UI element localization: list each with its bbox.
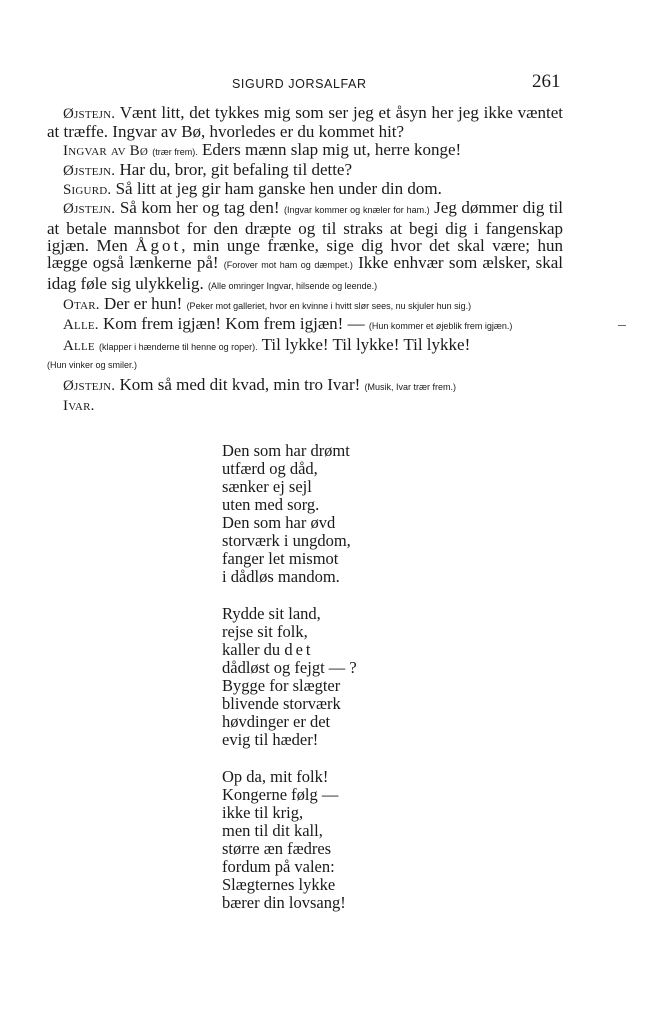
poem-line: sænker ej sejl bbox=[222, 477, 312, 496]
paragraph-oejstejn-3 bbox=[47, 199, 563, 294]
speech-text: Ikke enhvær som ælsker, skal idag føle sig ulykkelig. bbox=[47, 253, 564, 293]
poem-line: men til dit kall, bbox=[222, 821, 323, 840]
paragraph-ingvar bbox=[47, 141, 563, 161]
poem-line bbox=[222, 641, 522, 659]
poem-line-text: kaller du bbox=[222, 640, 281, 659]
speech-text: , min unge frænke, sige dig hvor det skal være; hun lægge også lænkerne på! bbox=[47, 236, 564, 273]
poem-line: dådløst og fejgt — ? bbox=[222, 658, 357, 677]
poem-line: i dådløs mandom. bbox=[222, 567, 340, 586]
poem-line: ikke til krig, bbox=[222, 803, 304, 822]
poem-line: bærer din lovsang! bbox=[222, 893, 346, 912]
speaker-name: Øjstejn. bbox=[63, 378, 116, 395]
poem-line: Den som har øvd bbox=[222, 513, 336, 532]
paragraph-oejstejn-2 bbox=[47, 161, 563, 180]
spaced-word: det bbox=[284, 640, 314, 659]
poem-line: Kongerne følg — bbox=[222, 785, 339, 804]
margin-mark bbox=[618, 325, 626, 326]
speech-text: Vænt litt, det tykkes mig som ser jeg et åsyn her jeg ikke væntet at træffe. Ingvar av Bø, hvorledes er du kommet hit? bbox=[47, 103, 563, 142]
page-number: 261 bbox=[532, 71, 561, 92]
poem-line: fordum på valen: bbox=[222, 857, 335, 876]
stage-direction: (Forover mot ham og dæmpet.) bbox=[223, 260, 353, 271]
paragraph-alle-2 bbox=[47, 336, 563, 356]
speaker-name: Sigurd. bbox=[63, 182, 112, 199]
poem-stanza-1 bbox=[222, 442, 522, 586]
stage-direction: (Ingvar kommer og knæler for ham.) bbox=[284, 205, 430, 216]
paragraph-sigurd bbox=[47, 180, 563, 199]
spaced-name: Ågot bbox=[135, 236, 182, 256]
speaker-name: Otar. bbox=[63, 296, 100, 313]
stage-direction: (trær frem). bbox=[152, 146, 198, 157]
speech-text: Kom så med dit kvad, min tro Ivar! bbox=[119, 375, 361, 395]
paragraph-otar bbox=[47, 295, 563, 315]
poem-stanza-3 bbox=[222, 768, 522, 912]
poem-line: uten med sorg. bbox=[222, 495, 320, 514]
poem-line: rejse sit folk, bbox=[222, 622, 308, 641]
speaker-name: Alle. bbox=[63, 317, 99, 334]
paragraph-ivar bbox=[47, 396, 563, 415]
poem bbox=[222, 442, 522, 931]
stage-direction: (klapper i hænderne til henne og roper). bbox=[99, 341, 258, 352]
speech-text: Kom frem igjæn! Kom frem igjæn! — bbox=[103, 314, 365, 334]
poem-line: Den som har drømt bbox=[222, 441, 350, 460]
running-title: SIGURD JORSALFAR bbox=[232, 77, 367, 91]
stage-direction: (Peker mot galleriet, hvor en kvinne i hvitt slør sees, nu skjuler hun sig.) bbox=[186, 300, 472, 311]
paragraph-oejstejn-1 bbox=[47, 104, 563, 141]
poem-line: Rydde sit land, bbox=[222, 604, 321, 623]
poem-line: høvdinger er det bbox=[222, 712, 331, 731]
poem-line: Bygge for slægter bbox=[222, 676, 341, 695]
speech-text: Der er hun! bbox=[103, 293, 183, 313]
poem-line: større æn fædres bbox=[222, 839, 332, 858]
stage-direction: (Hun kommer et øjeblik frem igjæn.) bbox=[368, 321, 513, 332]
poem-line: blivende storværk bbox=[222, 694, 341, 713]
poem-line: Slægternes lykke bbox=[222, 875, 336, 894]
speaker-name: Alle bbox=[63, 337, 95, 354]
stage-direction-line: (Hun vinker og smiler.) bbox=[47, 359, 138, 370]
poem-line: storværk i ungdom, bbox=[222, 531, 351, 550]
speaker-name: Ivar. bbox=[63, 398, 95, 415]
speech-text: Jeg dømmer dig til at betale mannsbot for den dræpte og til straks at begi dig i fangenskap igjæn. Men bbox=[47, 198, 564, 256]
paragraph-alle-1 bbox=[47, 315, 563, 335]
speech-text: Har du, bror, git befaling til dette? bbox=[119, 159, 353, 179]
poem-line: Op da, mit folk! bbox=[222, 767, 329, 786]
speaker-name: Ingvar av Bø bbox=[63, 142, 149, 159]
poem-line: utfærd og dåd, bbox=[222, 459, 318, 478]
poem-stanza-2 bbox=[222, 605, 522, 749]
stage-direction: (Musik, Ivar trær frem.) bbox=[364, 382, 457, 393]
dialogue-body bbox=[47, 104, 563, 416]
speech-text: Eders mænn slap mig ut, herre konge! bbox=[202, 139, 462, 159]
speech-text: Så kom her og tag den! bbox=[119, 198, 280, 218]
speaker-name: Øjstejn. bbox=[63, 162, 116, 179]
paragraph-oejstejn-4 bbox=[47, 376, 563, 396]
stage-direction: (Alle omringer Ingvar, hilsende og leende.) bbox=[208, 280, 378, 291]
poem-line: evig til hæder! bbox=[222, 730, 319, 749]
poem-line: fanger let mismot bbox=[222, 549, 339, 568]
speech-text: Så litt at jeg gir ham ganske hen under din dom. bbox=[115, 179, 442, 199]
speaker-name: Øjstejn. bbox=[63, 201, 116, 218]
speaker-name: Øjstejn. bbox=[63, 106, 116, 122]
speech-text: Til lykke! Til lykke! Til lykke! bbox=[261, 334, 471, 354]
